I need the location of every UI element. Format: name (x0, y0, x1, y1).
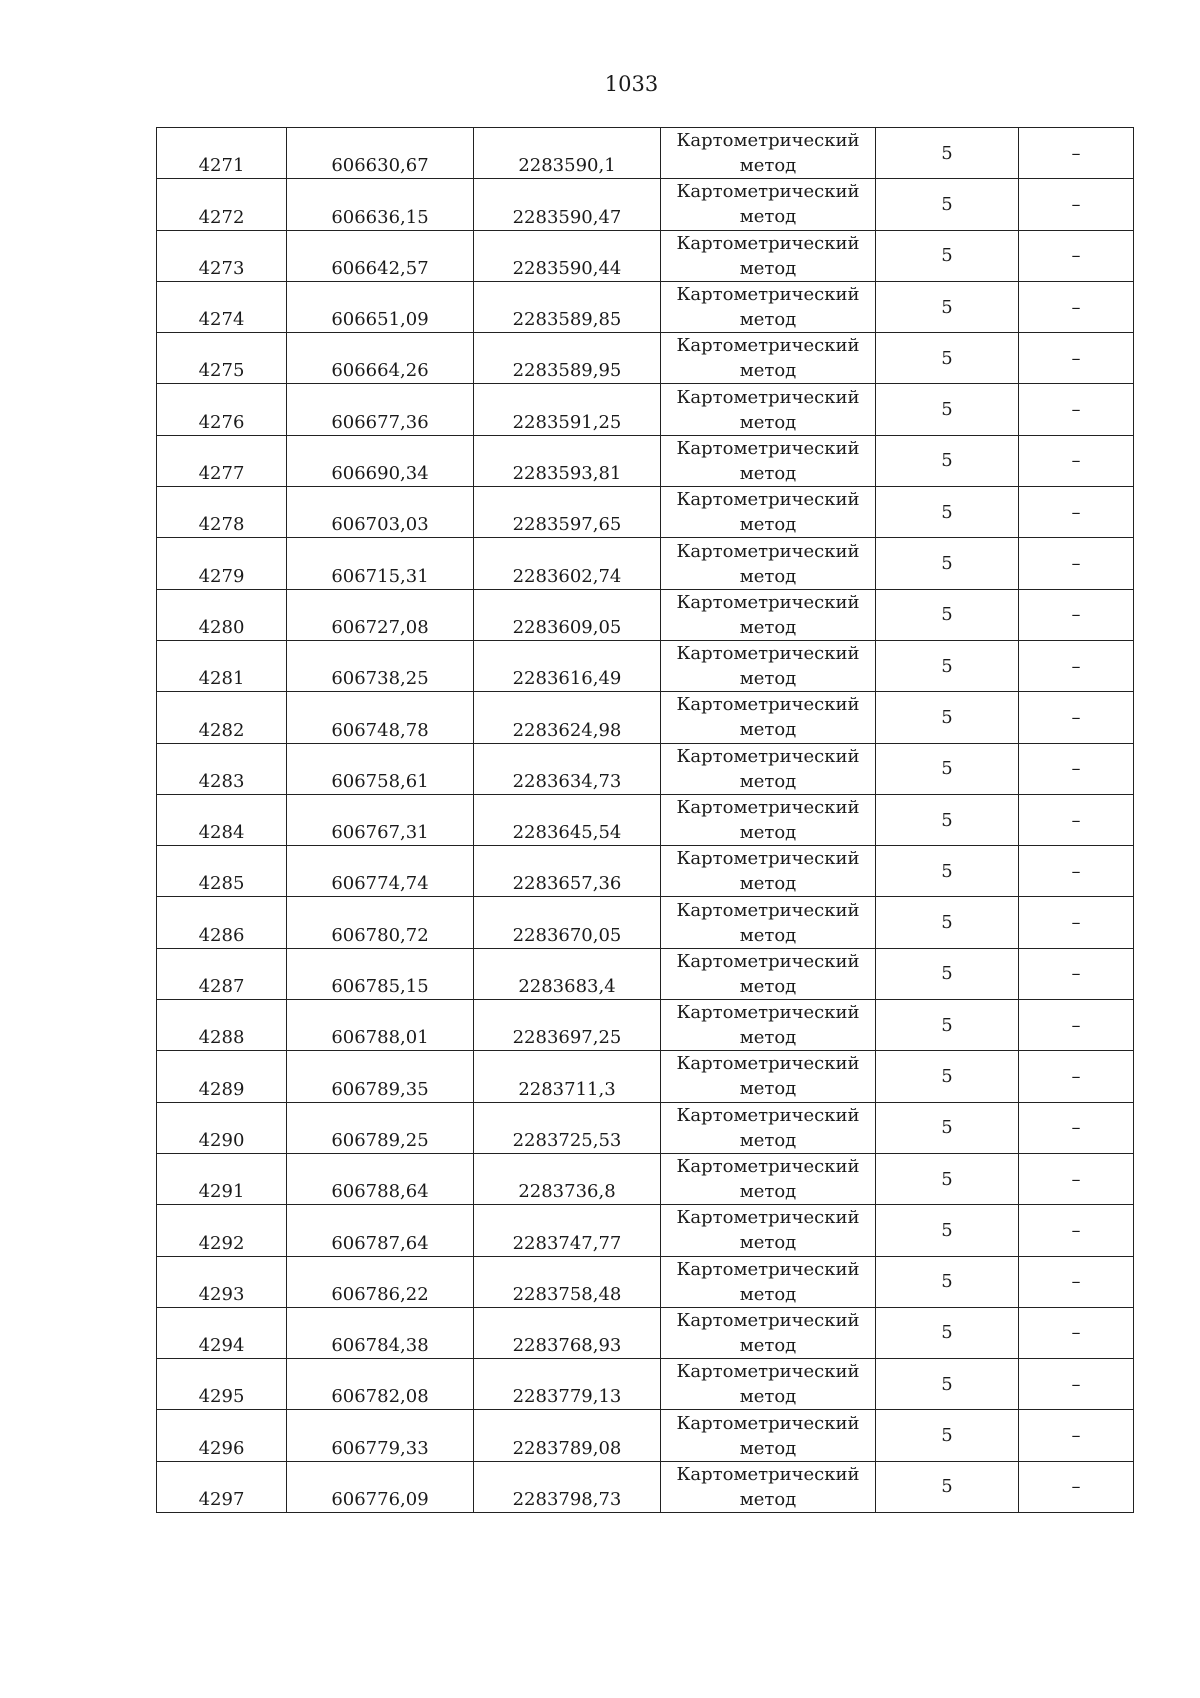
method-cell (661, 1410, 876, 1461)
y-coordinate-cell: 2283768,93 (474, 1307, 661, 1358)
x-coordinate-cell: 606767,31 (287, 794, 474, 845)
x-coordinate-cell: 606642,57 (287, 230, 474, 281)
note-cell: – (1019, 589, 1134, 640)
note-cell: – (1019, 1205, 1134, 1256)
table-row (157, 1359, 1134, 1410)
method-cell (661, 1461, 876, 1512)
note-cell: – (1019, 435, 1134, 486)
x-coordinate-cell: 606789,35 (287, 1051, 474, 1102)
table-row (157, 743, 1134, 794)
method-cell (661, 1051, 876, 1102)
y-coordinate-cell: 2283591,25 (474, 384, 661, 435)
method-line-2: метод (739, 770, 797, 792)
method-line-2: метод (739, 565, 797, 587)
method-cell (661, 948, 876, 999)
note-cell: – (1019, 692, 1134, 743)
x-coordinate-cell: 606788,64 (287, 1153, 474, 1204)
point-number-cell: 4292 (157, 1205, 287, 1256)
x-coordinate-cell: 606782,08 (287, 1359, 474, 1410)
coordinates-table (156, 127, 1134, 1513)
y-coordinate-cell: 2283670,05 (474, 897, 661, 948)
accuracy-cell: 5 (876, 897, 1019, 948)
page-number: 1033 (604, 72, 659, 96)
note-cell: – (1019, 538, 1134, 589)
y-coordinate-cell: 2283634,73 (474, 743, 661, 794)
accuracy-cell: 5 (876, 538, 1019, 589)
y-coordinate-cell: 2283789,08 (474, 1410, 661, 1461)
accuracy-cell: 5 (876, 1307, 1019, 1358)
note-cell: – (1019, 897, 1134, 948)
method-line-2: метод (739, 1078, 797, 1100)
table-row (157, 1205, 1134, 1256)
point-number-cell: 4278 (157, 487, 287, 538)
point-number-cell: 4277 (157, 435, 287, 486)
point-number-cell: 4287 (157, 948, 287, 999)
accuracy-cell: 5 (876, 230, 1019, 281)
method-line-1: Картометрический (676, 232, 860, 254)
x-coordinate-cell: 606664,26 (287, 333, 474, 384)
x-coordinate-cell: 606780,72 (287, 897, 474, 948)
accuracy-cell: 5 (876, 1153, 1019, 1204)
accuracy-cell: 5 (876, 589, 1019, 640)
point-number-cell: 4275 (157, 333, 287, 384)
method-line-1: Картометрический (676, 694, 860, 716)
point-number-cell: 4282 (157, 692, 287, 743)
y-coordinate-cell: 2283747,77 (474, 1205, 661, 1256)
table-row (157, 1410, 1134, 1461)
method-line-2: метод (739, 1386, 797, 1408)
method-cell (661, 435, 876, 486)
method-cell (661, 538, 876, 589)
x-coordinate-cell: 606785,15 (287, 948, 474, 999)
point-number-cell: 4288 (157, 1000, 287, 1051)
point-number-cell: 4274 (157, 281, 287, 332)
point-number-cell: 4281 (157, 640, 287, 691)
method-line-2: метод (739, 873, 797, 895)
note-cell: – (1019, 846, 1134, 897)
method-line-1: Картометрический (676, 745, 860, 767)
method-line-2: метод (739, 668, 797, 690)
method-line-1: Картометрический (676, 489, 860, 511)
accuracy-cell: 5 (876, 1000, 1019, 1051)
table-row (157, 435, 1134, 486)
point-number-cell: 4271 (157, 128, 287, 179)
table-row (157, 1000, 1134, 1051)
method-cell (661, 1153, 876, 1204)
y-coordinate-cell: 2283590,1 (474, 128, 661, 179)
x-coordinate-cell: 606788,01 (287, 1000, 474, 1051)
y-coordinate-cell: 2283593,81 (474, 435, 661, 486)
point-number-cell: 4296 (157, 1410, 287, 1461)
method-line-2: метод (739, 822, 797, 843)
point-number-cell: 4284 (157, 794, 287, 845)
x-coordinate-cell: 606779,33 (287, 1410, 474, 1461)
note-cell: – (1019, 281, 1134, 332)
y-coordinate-cell: 2283645,54 (474, 794, 661, 845)
note-cell: – (1019, 384, 1134, 435)
method-cell (661, 128, 876, 179)
accuracy-cell: 5 (876, 384, 1019, 435)
table-body (157, 128, 1134, 1513)
x-coordinate-cell: 606758,61 (287, 743, 474, 794)
method-cell (661, 333, 876, 384)
method-cell (661, 1102, 876, 1153)
note-cell: – (1019, 1307, 1134, 1358)
table-row (157, 281, 1134, 332)
y-coordinate-cell: 2283711,3 (474, 1051, 661, 1102)
method-cell (661, 384, 876, 435)
point-number-cell: 4286 (157, 897, 287, 948)
point-number-cell: 4280 (157, 589, 287, 640)
method-line-1: Картометрический (676, 1156, 860, 1178)
method-line-1: Картометрический (676, 950, 860, 972)
note-cell: – (1019, 179, 1134, 230)
note-cell: – (1019, 1256, 1134, 1307)
x-coordinate-cell: 606774,74 (287, 846, 474, 897)
method-line-1: Картометрический (676, 386, 860, 408)
table-row (157, 692, 1134, 743)
method-cell (661, 281, 876, 332)
method-line-2: метод (739, 206, 797, 228)
accuracy-cell: 5 (876, 794, 1019, 845)
method-line-1: Картометрический (676, 1002, 860, 1024)
table-row (157, 640, 1134, 691)
point-number-cell: 4293 (157, 1256, 287, 1307)
method-line-2: метод (739, 514, 797, 536)
x-coordinate-cell: 606703,03 (287, 487, 474, 538)
x-coordinate-cell: 606636,15 (287, 179, 474, 230)
method-cell (661, 640, 876, 691)
method-line-2: метод (739, 155, 797, 177)
point-number-cell: 4273 (157, 230, 287, 281)
method-line-1: Картометрический (676, 1463, 860, 1485)
y-coordinate-cell: 2283624,98 (474, 692, 661, 743)
note-cell: – (1019, 743, 1134, 794)
y-coordinate-cell: 2283779,13 (474, 1359, 661, 1410)
method-line-2: метод (739, 1488, 797, 1510)
accuracy-cell: 5 (876, 487, 1019, 538)
method-line-1: Картометрический (676, 181, 860, 203)
method-cell (661, 897, 876, 948)
method-line-1: Картометрический (676, 1207, 860, 1229)
x-coordinate-cell: 606786,22 (287, 1256, 474, 1307)
table-row (157, 794, 1134, 845)
x-coordinate-cell: 606789,25 (287, 1102, 474, 1153)
method-line-2: метод (739, 411, 797, 433)
y-coordinate-cell: 2283736,8 (474, 1153, 661, 1204)
y-coordinate-cell: 2283609,05 (474, 589, 661, 640)
method-cell (661, 1359, 876, 1410)
table-row (157, 384, 1134, 435)
x-coordinate-cell: 606690,34 (287, 435, 474, 486)
note-cell: – (1019, 1102, 1134, 1153)
method-line-2: метод (739, 360, 797, 382)
x-coordinate-cell: 606738,25 (287, 640, 474, 691)
method-line-2: метод (739, 1129, 797, 1151)
note-cell: – (1019, 1153, 1134, 1204)
accuracy-cell: 5 (876, 640, 1019, 691)
point-number-cell: 4291 (157, 1153, 287, 1204)
table-row (157, 128, 1134, 179)
y-coordinate-cell: 2283590,47 (474, 179, 661, 230)
table-row (157, 538, 1134, 589)
method-cell (661, 1307, 876, 1358)
accuracy-cell: 5 (876, 846, 1019, 897)
y-coordinate-cell: 2283657,36 (474, 846, 661, 897)
note-cell: – (1019, 640, 1134, 691)
y-coordinate-cell: 2283725,53 (474, 1102, 661, 1153)
accuracy-cell: 5 (876, 128, 1019, 179)
table-row (157, 179, 1134, 230)
note-cell: – (1019, 948, 1134, 999)
x-coordinate-cell: 606787,64 (287, 1205, 474, 1256)
point-number-cell: 4272 (157, 179, 287, 230)
method-line-2: метод (739, 1181, 797, 1203)
table-row (157, 1307, 1134, 1358)
note-cell: – (1019, 333, 1134, 384)
note-cell: – (1019, 1410, 1134, 1461)
y-coordinate-cell: 2283602,74 (474, 538, 661, 589)
point-number-cell: 4276 (157, 384, 287, 435)
method-line-2: метод (739, 616, 797, 638)
note-cell: – (1019, 128, 1134, 179)
method-line-1: Картометрический (676, 284, 860, 306)
accuracy-cell: 5 (876, 1205, 1019, 1256)
accuracy-cell: 5 (876, 948, 1019, 999)
table-row (157, 1153, 1134, 1204)
method-line-1: Картометрический (676, 1412, 860, 1434)
method-line-2: метод (739, 975, 797, 997)
y-coordinate-cell: 2283590,44 (474, 230, 661, 281)
point-number-cell: 4279 (157, 538, 287, 589)
x-coordinate-cell: 606727,08 (287, 589, 474, 640)
method-cell (661, 1205, 876, 1256)
method-cell (661, 692, 876, 743)
method-line-2: метод (739, 924, 797, 946)
table-row (157, 230, 1134, 281)
method-cell (661, 794, 876, 845)
method-cell (661, 589, 876, 640)
x-coordinate-cell: 606630,67 (287, 128, 474, 179)
method-line-1: Картометрический (676, 1309, 860, 1331)
method-line-2: метод (739, 309, 797, 331)
accuracy-cell: 5 (876, 333, 1019, 384)
x-coordinate-cell: 606784,38 (287, 1307, 474, 1358)
method-line-2: метод (739, 1027, 797, 1049)
note-cell: – (1019, 1051, 1134, 1102)
method-line-1: Картометрический (676, 335, 860, 357)
accuracy-cell: 5 (876, 1410, 1019, 1461)
point-number-cell: 4285 (157, 846, 287, 897)
accuracy-cell: 5 (876, 743, 1019, 794)
method-line-1: Картометрический (676, 1258, 860, 1280)
point-number-cell: 4297 (157, 1461, 287, 1512)
y-coordinate-cell: 2283589,95 (474, 333, 661, 384)
method-cell (661, 1256, 876, 1307)
method-line-2: метод (739, 257, 797, 279)
method-line-1: Картометрический (676, 899, 860, 921)
method-line-1: Картометрический (676, 437, 860, 459)
table-row (157, 897, 1134, 948)
note-cell: – (1019, 1461, 1134, 1512)
x-coordinate-cell: 606715,31 (287, 538, 474, 589)
y-coordinate-cell: 2283697,25 (474, 1000, 661, 1051)
point-number-cell: 4289 (157, 1051, 287, 1102)
note-cell: – (1019, 230, 1134, 281)
method-line-1: Картометрический (676, 848, 860, 870)
point-number-cell: 4295 (157, 1359, 287, 1410)
accuracy-cell: 5 (876, 179, 1019, 230)
method-line-1: Картометрический (676, 1361, 860, 1383)
y-coordinate-cell: 2283589,85 (474, 281, 661, 332)
accuracy-cell: 5 (876, 435, 1019, 486)
method-line-2: метод (739, 1437, 797, 1459)
method-cell (661, 743, 876, 794)
table-row (157, 333, 1134, 384)
accuracy-cell: 5 (876, 1051, 1019, 1102)
method-line-2: метод (739, 462, 797, 484)
method-line-2: метод (739, 719, 797, 741)
y-coordinate-cell: 2283798,73 (474, 1461, 661, 1512)
method-line-1: Картометрический (676, 591, 860, 613)
x-coordinate-cell: 606651,09 (287, 281, 474, 332)
note-cell: – (1019, 794, 1134, 845)
note-cell: – (1019, 1359, 1134, 1410)
accuracy-cell: 5 (876, 692, 1019, 743)
y-coordinate-cell: 2283683,4 (474, 948, 661, 999)
method-cell (661, 179, 876, 230)
table-row (157, 1461, 1134, 1512)
table-row (157, 589, 1134, 640)
y-coordinate-cell: 2283616,49 (474, 640, 661, 691)
method-line-2: метод (739, 1232, 797, 1254)
table-row (157, 846, 1134, 897)
method-cell (661, 230, 876, 281)
method-line-2: метод (739, 1334, 797, 1356)
method-line-1: Картометрический (676, 1104, 860, 1126)
method-line-1: Картометрический (676, 1053, 860, 1075)
y-coordinate-cell: 2283758,48 (474, 1256, 661, 1307)
table-row (157, 948, 1134, 999)
accuracy-cell: 5 (876, 1256, 1019, 1307)
method-cell (661, 1000, 876, 1051)
method-line-1: Картометрический (676, 130, 860, 152)
accuracy-cell: 5 (876, 1359, 1019, 1410)
method-line-2: метод (739, 1283, 797, 1305)
note-cell: – (1019, 487, 1134, 538)
accuracy-cell: 5 (876, 1461, 1019, 1512)
x-coordinate-cell: 606677,36 (287, 384, 474, 435)
method-line-1: Картометрический (676, 643, 860, 665)
accuracy-cell: 5 (876, 1102, 1019, 1153)
table-row (157, 1256, 1134, 1307)
point-number-cell: 4290 (157, 1102, 287, 1153)
method-cell (661, 487, 876, 538)
accuracy-cell: 5 (876, 281, 1019, 332)
point-number-cell: 4294 (157, 1307, 287, 1358)
point-number-cell: 4283 (157, 743, 287, 794)
table-row (157, 1051, 1134, 1102)
y-coordinate-cell: 2283597,65 (474, 487, 661, 538)
table-row (157, 487, 1134, 538)
x-coordinate-cell: 606748,78 (287, 692, 474, 743)
method-line-1: Картометрический (676, 797, 860, 818)
method-line-1: Картометрический (676, 540, 860, 562)
method-cell (661, 846, 876, 897)
table-row (157, 1102, 1134, 1153)
x-coordinate-cell: 606776,09 (287, 1461, 474, 1512)
note-cell: – (1019, 1000, 1134, 1051)
